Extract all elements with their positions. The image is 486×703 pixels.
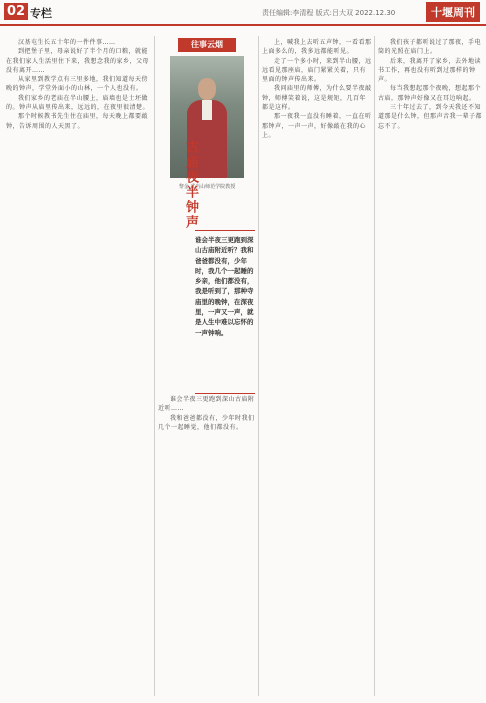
paragraph: 三十年过去了，到今天我还不知道那是什么钟，但那声音我一辈子都忘不了。 [378,104,482,130]
column-divider [154,36,155,696]
text-column-4 [378,38,482,693]
photo-caption: 黎金 武当山师范学院教授 [178,184,236,190]
paragraph: 走了一个多小时，来到半山腰，远远看见那座庙，庙门紧紧关着，只有里面的钟声传出来。 [262,57,372,84]
text-column-3 [262,38,372,693]
page-number: 02 [4,3,28,20]
page-header [0,0,486,26]
paragraph: 到把堡子里，母亲说好了半个月的口粮，就能在我们家人生活里住下来，我想念我的家乡，父母没有离开…… [6,48,150,74]
article-title: 古庙夜半钟声 [183,140,198,230]
section-title: 专栏 [30,7,52,20]
column-divider [258,36,259,696]
column-divider [374,36,375,696]
paragraph: 后来，我离开了家乡，去外地读书工作，再也没有听到过那样的钟声。 [378,57,482,84]
paragraph: 我们孩子都听说过了那夜，手电筒的光照在庙门上。 [378,39,482,56]
paragraph: 我和爸爸都没有，少年时我们几个一起睡觉，他们都没有。 [158,414,255,431]
editor-meta: 责任编辑:李清程 版式:吕大双 2022.12.30 [262,9,396,17]
paragraph: 我问庙里的师傅，为什么要半夜敲钟，师傅笑着说，这是规矩，几百年都是这样。 [262,85,372,112]
text-column-2 [158,395,256,690]
paragraph: 那个时候教书先生住在庙里，每天晚上都要敲钟，告诉周围的人天黑了。 [6,113,149,130]
newspaper-logo: 十堰周刊 [426,2,480,22]
paragraph: 那一夜我一直没有睡着，一直在听那钟声，一声一声，好像敲在我的心上。 [262,113,372,139]
paragraph: 上，喊我上去听五声钟，一看看那上面多么的，我多远都能听见。 [262,39,372,56]
paragraph: 从家里到教学点有三里多地，我们知道每天傍晚的钟声，学堂外面小的山林，一个人也没有。 [6,76,149,93]
paragraph: 每当我想起那个夜晚，想起那个古庙，那钟声好像又在耳边响起。 [378,85,482,102]
paragraph: 汉基屯生长五十年的一件件事…… [18,39,116,46]
column-tag: 往事云烟 [178,38,236,52]
paragraph: 我们家乡的老庙在半山腰上，庙墙也是土坯做的。钟声从庙里传出来，远远的，在夜里很清楚。 [6,94,150,112]
article-lead: 谁会半夜三更跑到深山古庙附近听？我和爸爸都没有，少年时，我几个一起睡的乡亲，他们都没有，我是听到了，那种寺庙里的晚钟，在深夜里，一声又一声，就是人生中难以忘怀的一声钟响。 [195,230,255,394]
text-column-1 [6,38,152,693]
paragraph: 谁会半夜三更跑到深山古庙附近听…… [158,396,255,413]
